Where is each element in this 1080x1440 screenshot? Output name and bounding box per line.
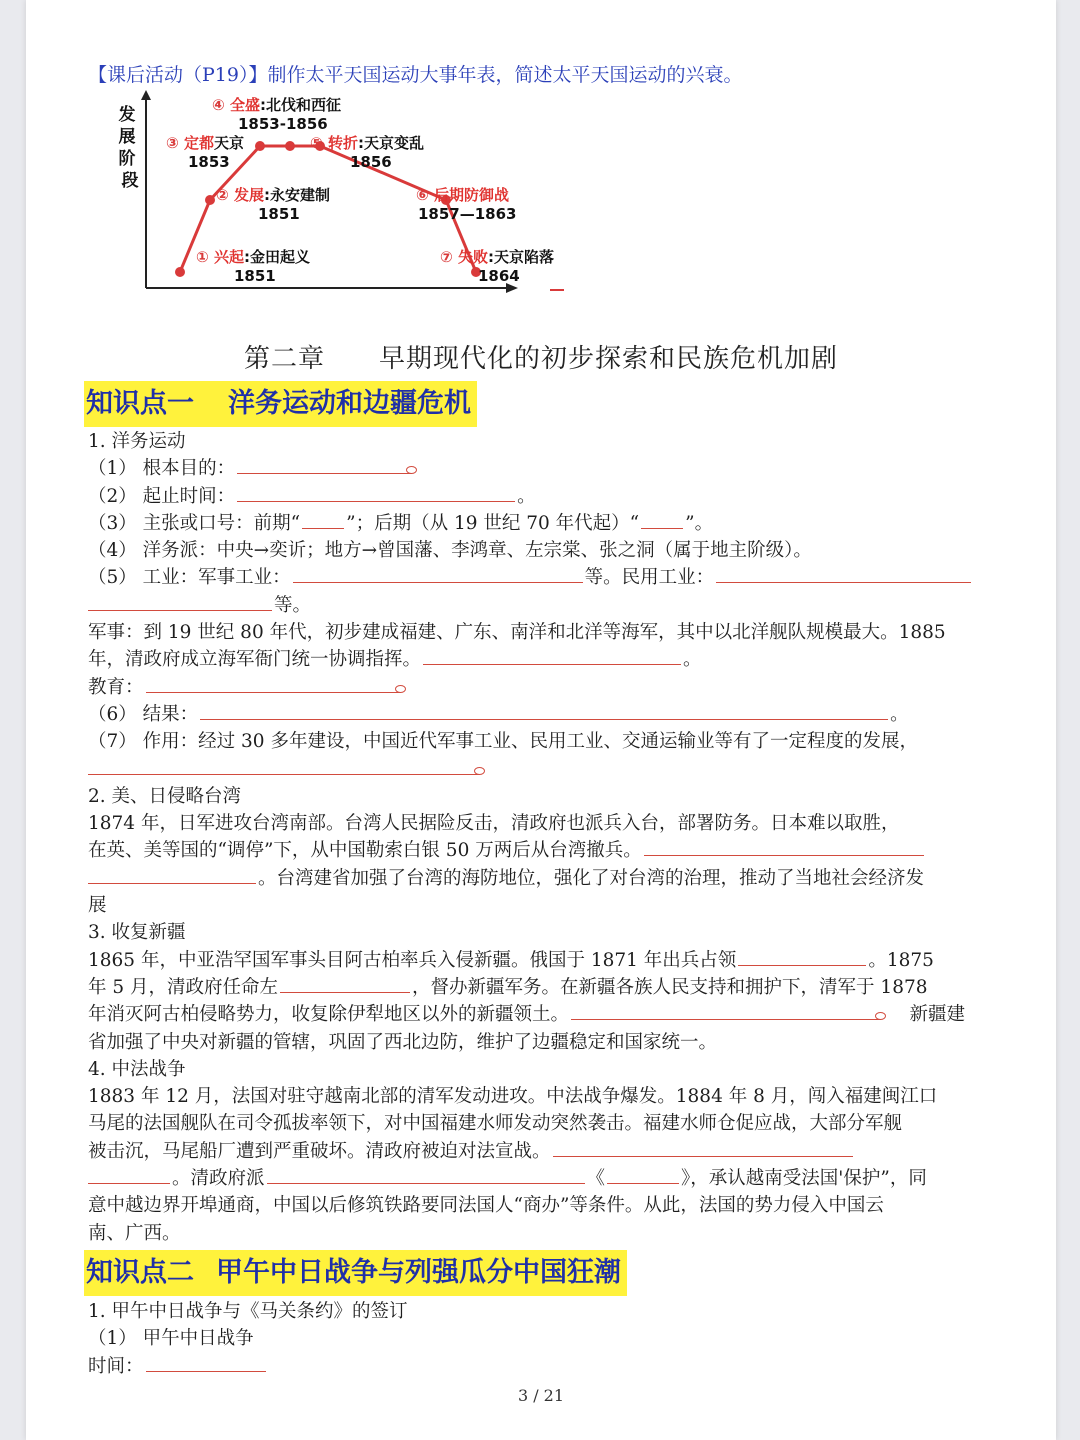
text-line: 时间：	[88, 1353, 1028, 1380]
text-line: （6） 结果： 。	[88, 703, 909, 725]
section-heading: 2. 美、日侵略台湾	[88, 785, 242, 807]
text-line: 展	[88, 895, 107, 917]
fill-blank[interactable]	[88, 758, 480, 775]
fill-blank[interactable]	[146, 1355, 266, 1372]
fill-blank[interactable]	[280, 976, 410, 993]
section-yangwu	[88, 428, 1028, 1247]
activity-prompt: 【课后活动（P19）】制作太平天国运动大事年表，简述太平天国运动的兴衰。	[88, 64, 743, 86]
y-label-char-4: 段	[121, 171, 139, 191]
stage-label-6: ⑥ 后期防御战	[416, 186, 509, 204]
text-line: 1883 年 12 月，法国对驻守越南北部的清军发动进攻。中法战争爆发。1884 年 8 月，闯入福建闽江口	[88, 1086, 938, 1108]
fill-blank[interactable]	[302, 512, 344, 529]
fill-blank[interactable]	[237, 457, 412, 474]
text-line: 意中越边界开埠通商，中国以后修筑铁路要同法国人“商办”等条件。从此，法国的势力侵入中国云	[88, 1195, 884, 1217]
text-line: 南、广西。	[88, 1222, 181, 1244]
fill-blank[interactable]	[644, 839, 924, 856]
kp1-number: 知识点一	[86, 388, 194, 419]
stage-year-2: 1851	[258, 205, 300, 223]
fill-blank[interactable]	[293, 566, 583, 583]
period-mark	[474, 767, 485, 775]
fill-blank[interactable]	[423, 648, 681, 665]
text-line: 。台湾建省加强了台湾的海防地位，强化了对台湾的治理，推动了当地社会经济发	[88, 865, 1028, 892]
stage-point-3	[255, 141, 265, 151]
section-heading: 1. 甲午中日战争与《马关条约》的签订	[88, 1301, 408, 1322]
text-line: 。清政府派 《 》，承认越南受法国'保护”，同	[88, 1165, 1028, 1192]
stage-year-3: 1853	[188, 153, 230, 171]
fill-blank[interactable]	[738, 949, 866, 966]
stage-point-1	[175, 267, 185, 277]
page-number: 3 / 21	[517, 1386, 565, 1405]
fill-blank[interactable]	[200, 703, 888, 720]
stage-label-5: ⑤ 转折:天京变乱	[310, 134, 424, 152]
fill-blank[interactable]	[571, 1003, 881, 1020]
section-heading: 1. 洋务运动	[88, 431, 186, 452]
text-line: （1） 甲午中日战争	[88, 1328, 254, 1350]
fill-blank[interactable]	[607, 1167, 679, 1184]
stage-label-1: ① 兴起:金田起义	[196, 248, 310, 266]
text-line: 在英、美等国的“调停”下，从中国勒索白银 50 万两后从台湾撤兵。	[88, 837, 1028, 864]
period-mark	[875, 1012, 886, 1020]
stage-year-6: 1857—1863	[418, 205, 517, 223]
text-line: （3） 主张或口号：前期“ ”；后期（从 19 世纪 70 年代起）“ ”。	[88, 512, 714, 534]
kp2-title: 甲午中日战争与列强瓜分中国狂潮	[216, 1257, 621, 1288]
text-line: （2） 起止时间： 。	[88, 485, 536, 507]
stage-point-4	[285, 141, 295, 151]
stage-year-7: 1864	[478, 267, 520, 285]
stage-year-4: 1853-1856	[238, 115, 328, 133]
text-line: 等。	[88, 592, 1028, 619]
text-line: 马尾的法国舰队在司令孤拔率领下，对中国福建水师发动突然袭击。福建水师仓促应战，大部分军舰	[88, 1113, 903, 1135]
fill-blank[interactable]	[267, 1167, 585, 1184]
text-line: 年消灭阿古柏侵略势力，收复除伊犁地区以外的新疆领土。 新疆建	[88, 1004, 966, 1026]
fill-blank[interactable]	[146, 676, 401, 693]
section-heading: 4. 中法战争	[88, 1058, 186, 1080]
text-line: 被击沉，马尾船厂遭到严重破坏。清政府被迫对法宣战。	[88, 1138, 1028, 1165]
kp2-number: 知识点二	[86, 1257, 194, 1288]
stage-point-2	[205, 195, 215, 205]
text-line: （4） 洋务派：中央→奕䜣；地方→曾国藩、李鸿章、左宗棠、张之洞（属于地主阶级）。	[88, 540, 812, 562]
fill-blank[interactable]	[237, 485, 515, 502]
kp1-title: 洋务运动和边疆危机	[228, 388, 471, 419]
text-line: （7） 作用：经过 30 多年建设，中国近代军事工业、民用工业、交通运输业等有了一定程度的发展，	[88, 731, 918, 753]
y-label-char-1: 发	[118, 105, 136, 125]
knowledge-point-1-heading	[84, 381, 477, 427]
text-line: （5） 工业：军事工业： 等。民用工业：	[88, 564, 1028, 591]
text-line: 年，清政府成立海军衙门统一协调指挥。 。	[88, 649, 702, 671]
text-line: 1865 年，中亚浩罕国军事头目阿古柏率兵入侵新疆。俄国于 1871 年出兵占领 。1875	[88, 949, 934, 971]
fill-blank[interactable]	[641, 512, 683, 529]
text-line: 1874 年，日军进攻台湾南部。台湾人民据险反击，清政府也派兵入台，部署防务。日本难以取胜，	[88, 813, 900, 835]
fill-blank[interactable]	[716, 566, 971, 583]
document-page	[26, 0, 1056, 1440]
text-line: 年 5 月，清政府任命左 ，督办新疆军务。在新疆各族人民支持和拥护下，清军于 1878	[88, 976, 928, 998]
text-line: 军事：到 19 世纪 80 年代，初步建成福建、广东、南洋和北洋等海军，其中以北洋舰队规模最大。1885	[88, 622, 946, 644]
fill-blank[interactable]	[88, 594, 272, 611]
taiping-stage-chart	[88, 90, 578, 300]
y-axis-label	[118, 104, 142, 191]
chapter-title: 第二章 早期现代化的初步探索和民族危机加剧	[243, 344, 838, 374]
y-axis-arrow	[141, 90, 151, 100]
y-label-char-3: 阶	[118, 149, 136, 169]
stage-label-3: ③ 定都天京	[166, 134, 244, 152]
fill-blank[interactable]	[553, 1140, 853, 1157]
y-label-char-2: 展	[118, 127, 136, 147]
stage-label-2: ② 发展:永安建制	[216, 186, 330, 204]
fill-blank[interactable]	[88, 867, 256, 884]
stage-year-5: 1856	[350, 153, 392, 171]
stage-label-4: ④ 全盛:北伐和西征	[212, 96, 341, 114]
text-line: （1） 根本目的：	[88, 455, 1028, 482]
text-line	[88, 756, 1028, 783]
text-line: 省加强了中央对新疆的管辖，巩固了西北边防，维护了边疆稳定和国家统一。	[88, 1031, 718, 1053]
text-line: 教育：	[88, 674, 1028, 701]
section-jiawu	[88, 1298, 1028, 1380]
stage-year-1: 1851	[234, 267, 276, 285]
fill-blank[interactable]	[88, 1167, 170, 1184]
knowledge-point-2-heading	[84, 1250, 627, 1296]
period-mark	[395, 685, 406, 693]
stage-label-7: ⑦ 失败:天京陷落	[440, 248, 554, 266]
section-heading: 3. 收复新疆	[88, 922, 186, 944]
period-mark	[406, 466, 417, 474]
